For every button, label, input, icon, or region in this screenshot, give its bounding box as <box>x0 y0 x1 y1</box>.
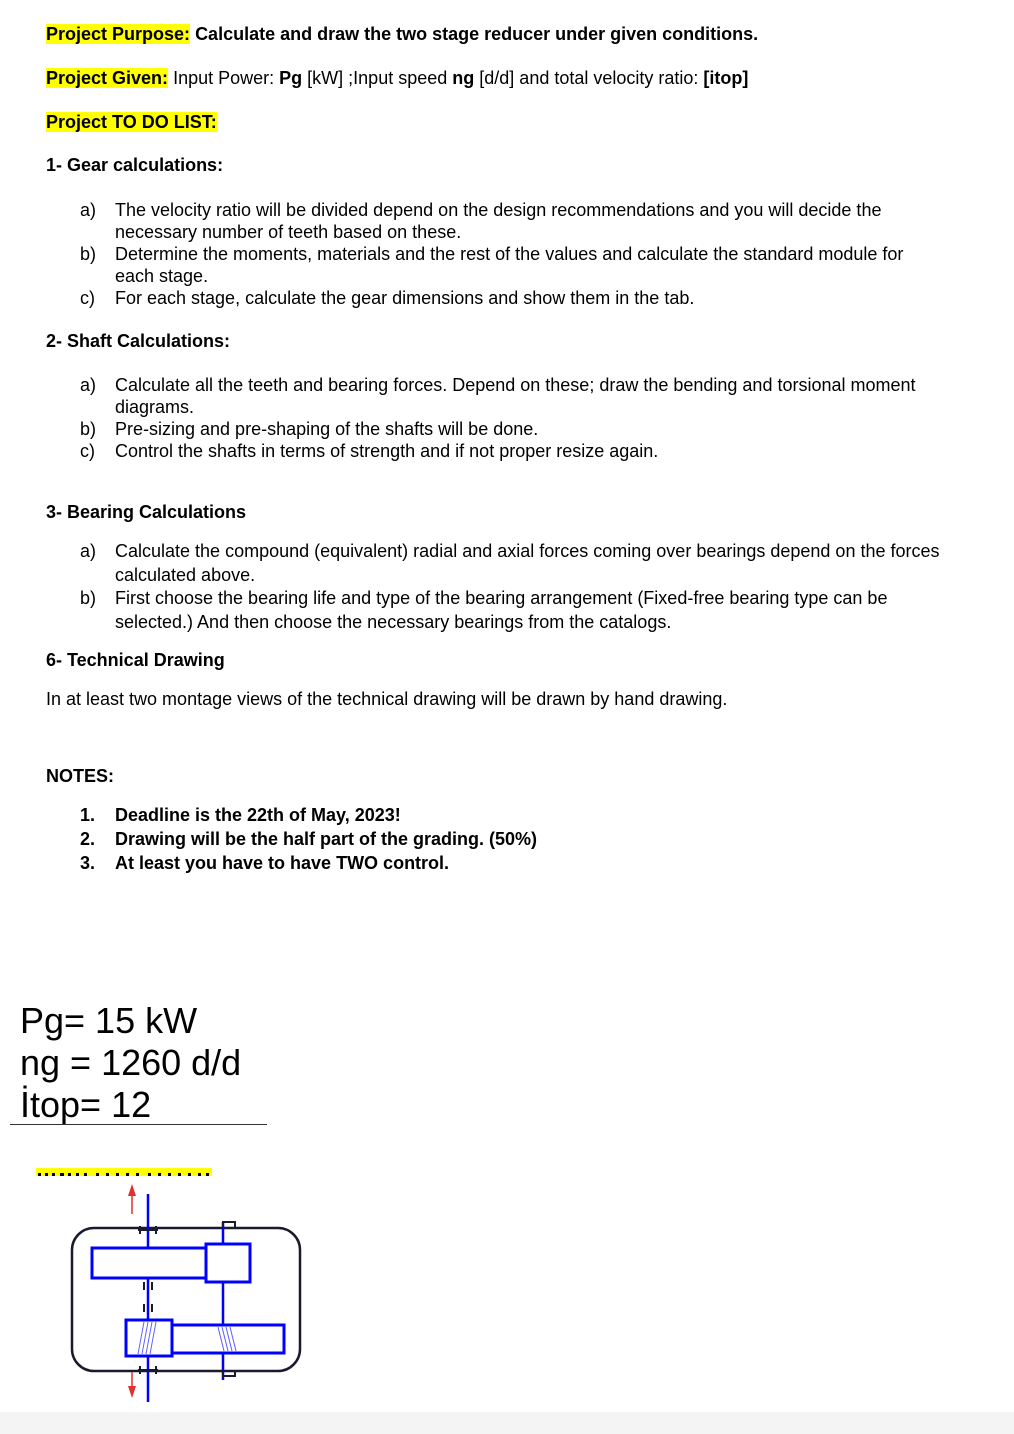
page-bottom-edge <box>0 1412 1014 1434</box>
gear-section-title: 1- Gear calculations: <box>46 155 224 175</box>
shaft-item-a <box>80 374 940 418</box>
given-itop: [itop] <box>703 68 749 88</box>
list-text: Determine the moments, materials and the rest of the values and calculate the standard module for each stage. <box>115 244 904 286</box>
shaft-section-title: 2- Shaft Calculations: <box>46 331 231 351</box>
value-itop: İtop= 12 <box>20 1084 152 1125</box>
note-item-2 <box>80 828 940 850</box>
list-label: c) <box>80 288 95 308</box>
shaft-item-b <box>80 418 940 440</box>
list-label: b) <box>80 244 97 264</box>
list-label: a) <box>80 541 97 561</box>
list-text: Drawing will be the half part of the grading. (50%) <box>115 829 538 849</box>
list-label: 2. <box>80 829 96 849</box>
list-text: First choose the bearing life and type of the bearing arrangement (Fixed-free bearing type can be selected.) And then choose the necessary bearings from the catalogs. <box>115 588 888 632</box>
drawing-section-text: In at least two montage views of the technical drawing will be drawn by hand drawing. <box>46 689 728 709</box>
list-label: b) <box>80 588 97 608</box>
shaft-item-c <box>80 440 940 462</box>
list-text: Control the shafts in terms of strength and if not proper resize again. <box>115 441 659 461</box>
bearing-section-title: 3- Bearing Calculations <box>46 502 247 522</box>
list-text: Pre-sizing and pre-shaping of the shafts will be done. <box>115 419 539 439</box>
project-given-label: Project Given: <box>46 68 169 88</box>
given-text-3: [d/d] and total velocity ratio: <box>479 68 699 88</box>
given-ng: ng <box>452 68 475 88</box>
list-label: 1. <box>80 805 96 825</box>
cropped-heading-glyphs <box>36 1173 212 1176</box>
list-label: a) <box>80 200 97 220</box>
project-given <box>46 67 748 89</box>
list-text: Calculate all the teeth and bearing forces. Depend on these; draw the bending and torsional moment diagrams. <box>115 375 916 417</box>
project-purpose <box>46 23 758 45</box>
stage1-pinion <box>206 1244 250 1282</box>
values-underline <box>10 1124 267 1125</box>
gear-item-c <box>80 287 940 309</box>
gear-item-a <box>80 199 940 243</box>
gear-item-b <box>80 243 940 287</box>
given-text-2: [kW] ;Input speed <box>307 68 448 88</box>
project-purpose-label: Project Purpose: <box>46 24 191 44</box>
drawing-section-title: 6- Technical Drawing <box>46 650 225 670</box>
value-pg: Pg= 15 kW <box>20 1000 198 1041</box>
value-ng: ng = 1260 d/d <box>20 1042 242 1083</box>
given-text-1: Input Power: <box>173 68 275 88</box>
list-label: b) <box>80 419 97 439</box>
notes-title: NOTES: <box>46 766 115 786</box>
todo-heading <box>46 111 217 133</box>
project-purpose-text: Calculate and draw the two stage reducer under given conditions. <box>195 24 759 44</box>
cropped-heading-strip <box>36 1168 212 1176</box>
stage2-gear <box>172 1325 284 1353</box>
list-text: The velocity ratio will be divided depend on the design recommendations and you will decide the necessary number of teeth based on these. <box>115 200 882 242</box>
given-pg: Pg <box>279 68 303 88</box>
gearbox-icon <box>60 1180 320 1410</box>
list-text: At least you have to have TWO control. <box>115 853 450 873</box>
bearing-item-a <box>80 539 940 587</box>
list-text: For each stage, calculate the gear dimensions and show them in the tab. <box>115 288 695 308</box>
list-label: a) <box>80 375 97 395</box>
bearing-item-b <box>80 586 940 634</box>
list-label: c) <box>80 441 95 461</box>
todo-label: Project TO DO LIST: <box>46 112 217 132</box>
list-text: Calculate the compound (equivalent) radial and axial forces coming over bearings depend on the forces calculated above. <box>115 541 940 585</box>
note-item-3 <box>80 852 940 874</box>
note-item-1 <box>80 804 940 826</box>
list-label: 3. <box>80 853 96 873</box>
stage1-gear <box>92 1248 206 1278</box>
list-text: Deadline is the 22th of May, 2023! <box>115 805 401 825</box>
